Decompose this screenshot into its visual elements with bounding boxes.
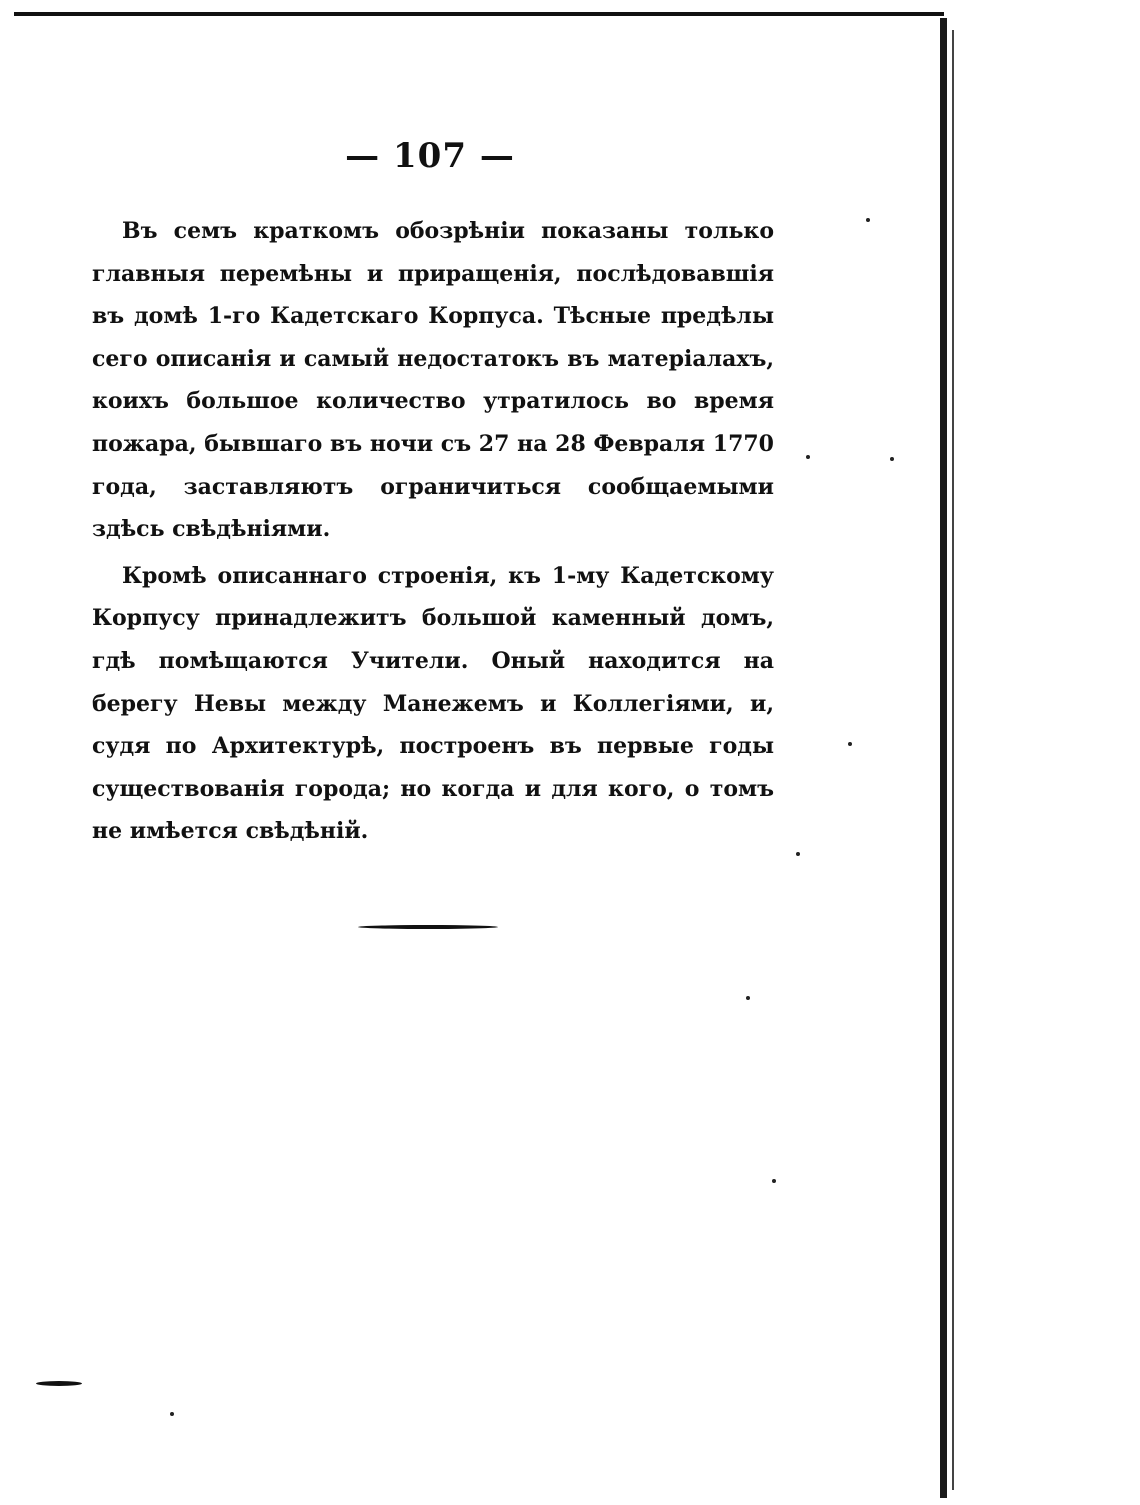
paragraph-1: Въ семъ краткомъ обозрѣніи показаны только главныя перемѣны и приращенія, послѣдовавшія въ домѣ 1-го Кадетскаго Корпуса. Тѣсные предѣлы сего описанія и самый недостатокъ въ матеріалахъ, коихъ большое количество утратилось во время пожара, бывшаго въ ночи съ 27 на 28 Февраля 1770 года, заставляютъ ограничиться сообщаемыми здѣсь свѣдѣніями. (92, 218, 774, 543)
body-text (92, 210, 774, 853)
ink-speck (890, 457, 894, 461)
ink-speck (772, 1179, 776, 1183)
ink-speck (796, 852, 800, 856)
ink-speck (806, 455, 810, 459)
binding-edge (940, 18, 947, 1498)
ink-speck (848, 742, 852, 746)
binding-edge-inner (952, 30, 954, 1490)
paragraph-2: Кромѣ описаннаго строенія, къ 1-му Кадетскому Корпусу принадлежитъ большой каменный домъ, гдѣ помѣщаются Учители. Оный находится на берегу Невы между Манежемъ и Коллегіями, и, судя по Архитектурѣ, построенъ въ первые годы существованія города; но когда и для кого, о томъ не имѣется свѣдѣній. (92, 562, 774, 845)
ink-speck (170, 1412, 174, 1416)
margin-ink-mark (36, 1381, 82, 1386)
ink-speck (866, 218, 870, 222)
end-ornament-rule (358, 925, 498, 929)
page-number: — 107 — (345, 136, 515, 176)
top-border-rule (14, 12, 944, 16)
ink-speck (746, 996, 750, 1000)
